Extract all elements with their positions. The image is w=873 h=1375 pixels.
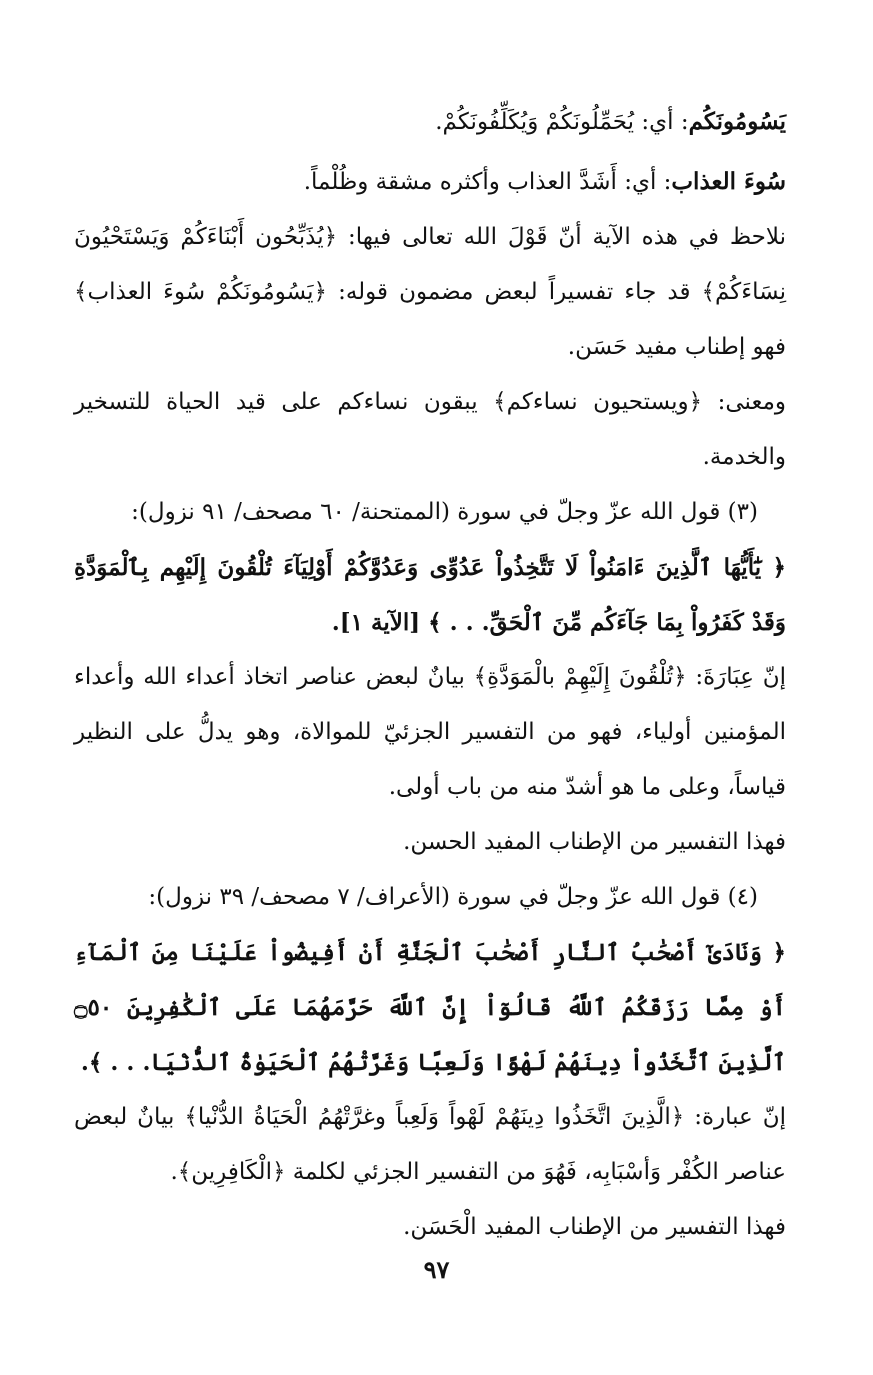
- paragraph-4: فهذا التفسير من الإطناب المفيد الحسن.: [403, 829, 786, 855]
- paragraph-6: فهذا التفسير من الإطناب المفيد الْحَسَن.: [403, 1214, 786, 1240]
- paragraph-3: إنّ عِبَارَةَ: ﴿تُلْقُونَ إِلَيْهِمْ بالْمَوَدَّةِ﴾ بيانٌ لبعض عناصر اتخاذ أعداء الله وأعداء المؤمنين أولياء، فهو من التفسير الجزئيّ للموالاة، وهو يدلُّ على النظير قياساً، وعلى ما هو أشدّ منه من باب أولى.: [74, 664, 786, 800]
- paragraph-1: نلاحظ في هذه الآية أنّ قَوْلَ الله تعالى فيها: ﴿يُذَبِّحُون أَبْنَاءَكُمْ وَيَسْتَحْيُونَ نِسَاءَكُمْ﴾ قد جاء تفسيراً لبعض مضمون قوله: ﴿يَسُومُونَكُمْ سُوءَ العذاب﴾ فهو إطناب مفيد حَسَن.: [74, 224, 786, 360]
- definition-line: [74, 154, 786, 210]
- section-heading-3: (٣) قول الله عزّ وجلّ في سورة (الممتحنة/ ٦٠ مصحف/ ٩١ نزول):: [131, 499, 758, 525]
- paragraph-5: إنّ عبارة: ﴿الَّذِينَ اتَّخَذُوا دِينَهُمْ لَهْواً وَلَعِباً وغرَّتْهُمُ الْحَيَاةُ الدُّنْيا﴾ بيانٌ لبعض عناصر الكُفْر وَأسْبَابِه، فَهُوَ من التفسير الجزئي لكلمة ﴿الْكَافِرِين﴾.: [74, 1104, 786, 1185]
- definition-line: [74, 94, 786, 150]
- definition-term: سُوءَ العذاب: [671, 168, 786, 195]
- section-heading-4: (٤) قول الله عزّ وجلّ في سورة (الأعراف/ ٧ مصحف/ ٣٩ نزول):: [148, 884, 758, 910]
- definition-term: يَسُومُونَكُم: [688, 108, 786, 135]
- quran-verse-4: ﴿ وَنَادَىٰٓ أَصْحَٰبُ ٱلنَّارِ أَصْحَٰبَ ٱلْجَنَّةِ أَنْ أَفِيضُواْ عَلَيْنَا مِنَ ٱلْمَآءِ أَوْ مِمَّا رَزَقَكُمُ ٱللَّهُ قَالُوٓاْ إِنَّ ٱللَّهَ حَرَّمَهُمَا عَلَى ٱلْكَٰفِرِينَ ۝٥٠ ٱلَّذِينَ ٱتَّخَذُواْ دِينَهُمْ لَهْوًا وَلَعِبًا وَغَرَّتْهُمُ ٱلْحَيَوٰةُ ٱلدُّنْيَا. . . ﴾.: [74, 939, 786, 1076]
- paragraph-2: ومعنى: ﴿ويستحيون نساءكم﴾ يبقون نساءكم على قيد الحياة للتسخير والخدمة.: [74, 389, 786, 470]
- page-body: [74, 94, 786, 1255]
- quran-verse-3: ﴿ يَٰٓأَيُّهَا ٱلَّذِينَ ءَامَنُواْ لَا تَتَّخِذُواْ عَدُوِّى وَعَدُوَّكُمْ أَوْلِيَآءَ تُلْقُونَ إِلَيْهِم بِٱلْمَوَدَّةِ وَقَدْ كَفَرُواْ بِمَا جَآءَكُم مِّنَ ٱلْحَقِّ. . . ﴾ [الآية ١].: [74, 554, 786, 636]
- definition-text: : أي: يُحَمِّلُونَكُمْ وَيُكَلِّفُونَكُمْ.: [435, 109, 689, 135]
- page-number: ٩٧: [423, 1255, 450, 1284]
- definition-text: : أي: أَشَدَّ العذاب وأكثره مشقة وظُلْماً.: [303, 169, 672, 195]
